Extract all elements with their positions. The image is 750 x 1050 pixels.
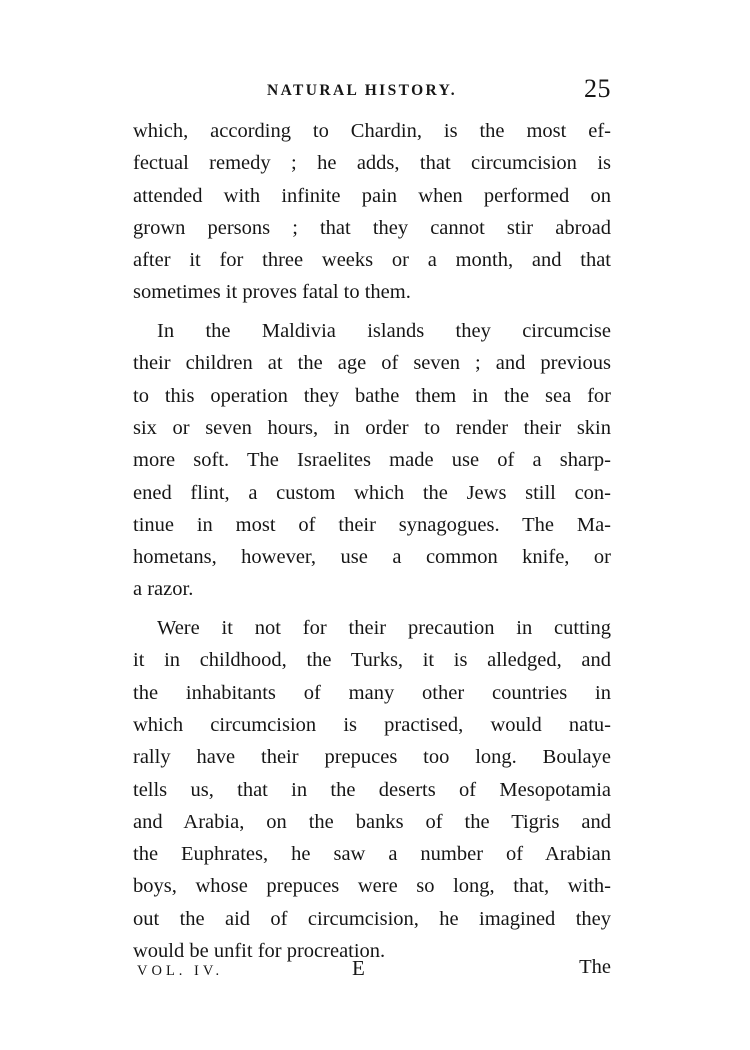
text-line: more soft. The Israelites made use of a sharp-: [133, 449, 611, 472]
text-line: the Euphrates, he saw a number of Arabian: [133, 843, 611, 866]
running-head: [133, 72, 611, 108]
paragraph: [133, 115, 611, 309]
text-line: fectual remedy ; he adds, that circumcision is: [133, 152, 611, 175]
text-line: which, according to Chardin, is the most ef-: [133, 120, 611, 142]
text-line: boys, whose prepuces were so long, that, with-: [133, 875, 611, 898]
text-line: the inhabitants of many other countries in: [133, 681, 611, 704]
text-line: hometans, however, use a common knife, or: [133, 546, 611, 569]
text-line: six or seven hours, in order to render their skin: [133, 416, 611, 439]
text-line: and Arabia, on the banks of the Tigris and: [133, 810, 611, 833]
text-line: their children at the age of seven ; and previous: [133, 352, 611, 375]
text-line: would be unfit for procreation.: [133, 940, 386, 963]
text-line: ened flint, a custom which the Jews still con-: [133, 481, 611, 504]
text-line: grown persons ; that they cannot stir abroad: [133, 216, 611, 239]
text-line: a razor.: [133, 578, 194, 601]
text-line: rally have their prepuces too long. Boulaye: [133, 746, 611, 769]
text-line: sometimes it proves fatal to them.: [133, 281, 411, 304]
catchword: The: [579, 956, 611, 978]
text-line: Were it not for their precaution in cutting: [157, 617, 611, 640]
text-line: attended with infinite pain when performed on: [133, 184, 611, 207]
paragraph: [133, 612, 611, 967]
page-footer: [133, 955, 611, 989]
text-line: it in childhood, the Turks, it is alledged, and: [133, 649, 611, 672]
text-line: out the aid of circumcision, he imagined they: [133, 907, 611, 930]
text-line: to this operation they bathe them in the sea for: [133, 384, 611, 407]
running-title: NATURAL HISTORY.: [267, 82, 458, 99]
volume-signature: VOL. IV.: [137, 963, 224, 979]
text-line: tells us, that in the deserts of Mesopotamia: [133, 778, 611, 801]
page-number: 25: [584, 74, 611, 103]
signature-mark: E: [352, 956, 365, 980]
text-line: after it for three weeks or a month, and that: [133, 249, 611, 272]
text-line: which circumcision is practised, would natu-: [133, 713, 611, 736]
text-line: tinue in most of their synagogues. The Ma-: [133, 513, 611, 536]
paragraph: [133, 315, 611, 606]
body-text: [133, 115, 611, 974]
text-line: In the Maldivia islands they circumcise: [157, 320, 611, 343]
